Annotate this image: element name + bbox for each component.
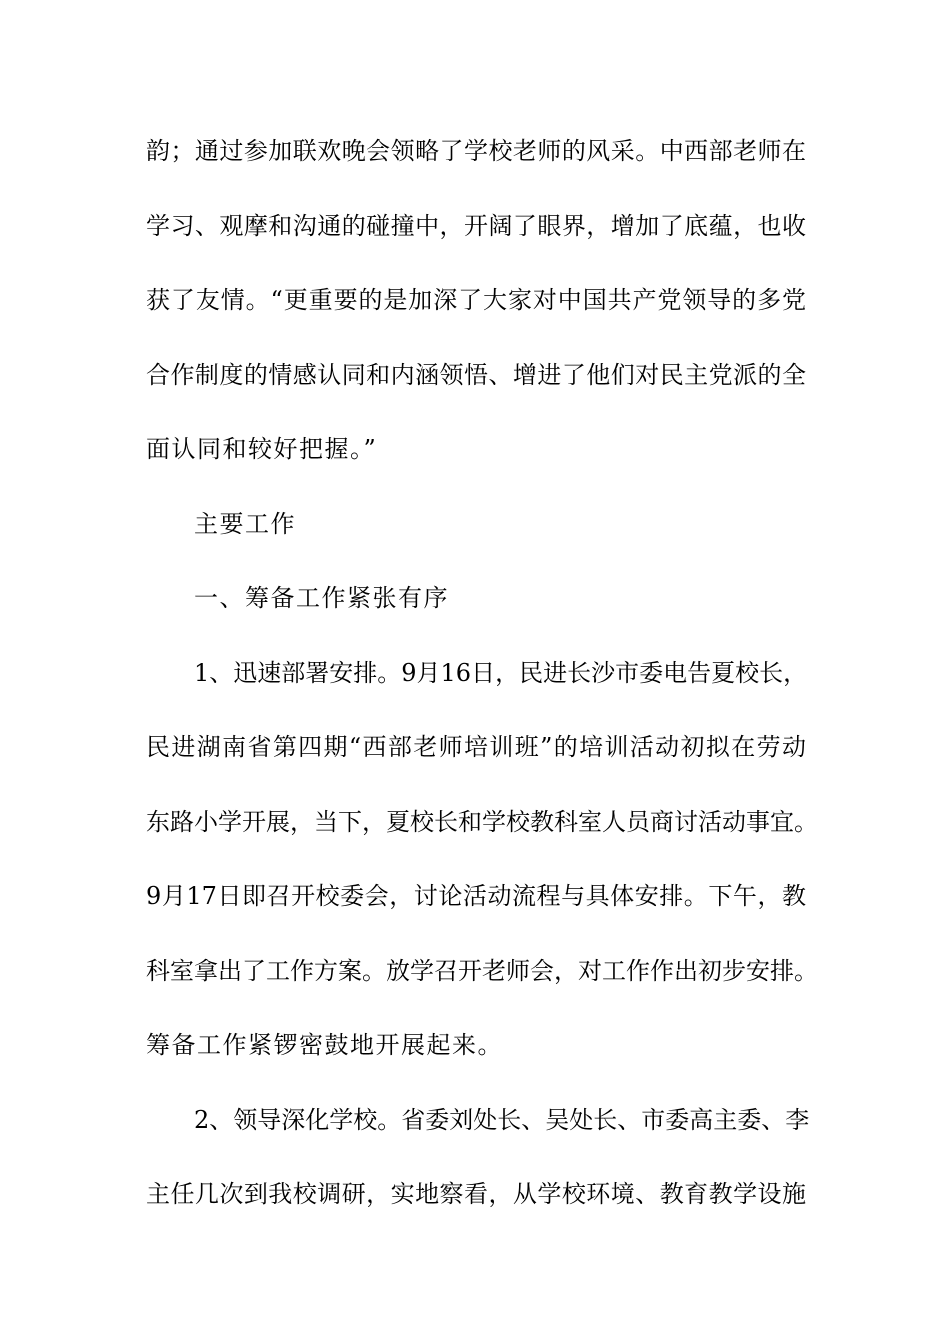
text-line: 筹备工作紧锣密鼓地开展起来。 [146, 1031, 503, 1059]
text-line: 获了友情。“更重要的是加深了大家对中国共产党领导的多党 [146, 286, 806, 314]
text-line: 东路小学开展，当下，夏校长和学校教科室人员商讨活动事宜。 [146, 807, 818, 836]
text-line: 9月17日即召开校委会，讨论活动流程与具体安排。下午，教 [146, 882, 806, 910]
text-line: 民进湖南省第四期“西部老师培训班”的培训活动初拟在劳动 [146, 733, 806, 761]
text-line: 面认同和较好把握。” [146, 435, 378, 463]
text-line: 学习、观摩和沟通的碰撞中，开阔了眼界，增加了底蕴，也收 [146, 211, 806, 240]
text-line: 合作制度的情感认同和内涵领悟、增进了他们对民主党派的全 [146, 360, 806, 389]
text-line: 科室拿出了工作方案。放学召开老师会，对工作作出初步安排。 [146, 956, 818, 985]
document-body [146, 128, 818, 1246]
section-heading: 主要工作 [194, 509, 296, 538]
paragraph-start-line: 1、迅速部署安排。9月16日，民进长沙市委电告夏校长， [194, 658, 808, 687]
text-line: 韵；通过参加联欢晚会领略了学校老师的风采。中西部老师在 [146, 137, 806, 165]
text-line: 主任几次到我校调研，实地察看，从学校环境、教育教学设施 [146, 1180, 806, 1208]
subsection-heading: 一、筹备工作紧张有序 [194, 584, 449, 612]
paragraph-start-line: 2、领导深化学校。省委刘处长、吴处长、市委高主委、李 [194, 1105, 810, 1134]
